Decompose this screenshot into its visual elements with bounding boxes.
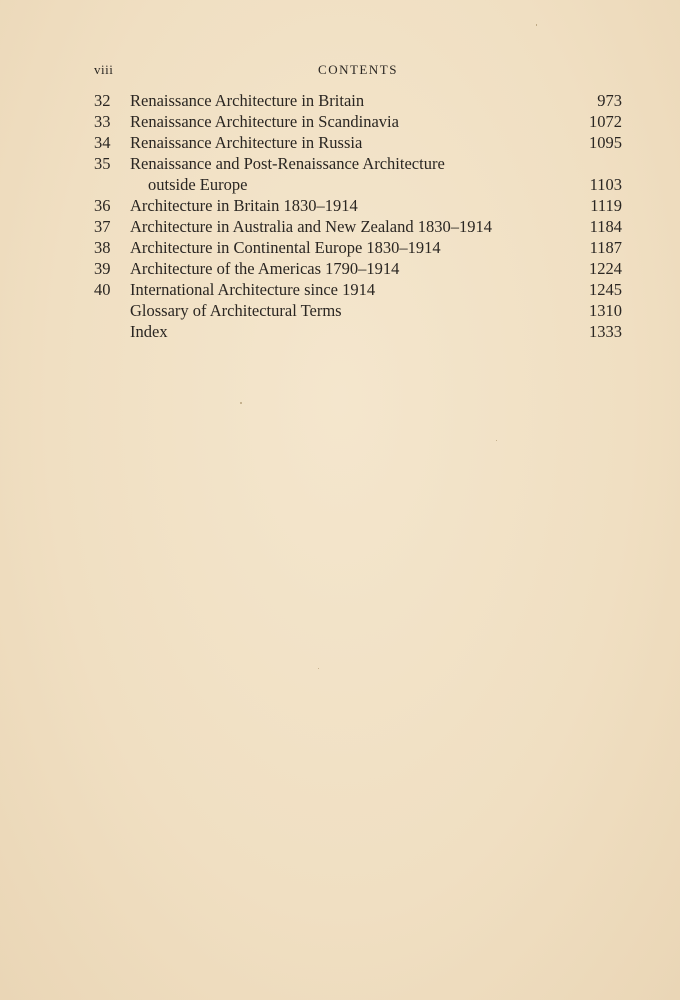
entry-title-line: Renaissance and Post-Renaissance Architecture bbox=[130, 154, 445, 173]
entry-title: Architecture of the Americas 1790–1914 bbox=[130, 259, 400, 278]
entry-number: 40 bbox=[94, 280, 111, 299]
entry-page-number: 1103 bbox=[589, 175, 622, 194]
entry-page-number: 1224 bbox=[589, 259, 622, 278]
entry-number: 35 bbox=[94, 154, 111, 173]
entry-page-number: 1245 bbox=[589, 280, 622, 299]
entry-title-continuation: outside Europe bbox=[148, 175, 248, 194]
entry-title: Architecture in Continental Europe 1830–1914 bbox=[130, 238, 441, 257]
toc-entry bbox=[94, 279, 622, 300]
entry-page-number: 1072 bbox=[589, 112, 622, 131]
entry-title: Renaissance Architecture in Russia bbox=[130, 133, 363, 152]
entry-title: International Architecture since 1914 bbox=[130, 280, 376, 299]
toc-entry bbox=[94, 132, 622, 153]
running-head bbox=[94, 62, 622, 80]
entry-number: 33 bbox=[94, 112, 111, 131]
toc-entry bbox=[94, 90, 622, 111]
entry-page-number: 1095 bbox=[589, 133, 622, 152]
toc-entry bbox=[94, 195, 622, 216]
entry-title: Renaissance Architecture in Britain bbox=[130, 91, 365, 110]
paper-speck bbox=[240, 402, 242, 404]
paper-speck bbox=[536, 24, 537, 26]
entry-page-number: 973 bbox=[597, 91, 622, 110]
toc-entry bbox=[94, 237, 622, 258]
toc-entry bbox=[94, 300, 622, 321]
entry-number: 37 bbox=[94, 217, 111, 236]
entry-page-number: 1310 bbox=[589, 301, 622, 320]
entry-title: Renaissance Architecture in Scandinavia bbox=[130, 112, 399, 131]
toc-entry bbox=[94, 216, 622, 237]
entry-number: 32 bbox=[94, 91, 111, 110]
entry-title: Index bbox=[130, 322, 168, 341]
entry-number: 36 bbox=[94, 196, 111, 215]
table-of-contents bbox=[94, 90, 622, 342]
running-head-title: CONTENTS bbox=[318, 62, 398, 77]
entry-number: 38 bbox=[94, 238, 111, 257]
paper-speck bbox=[318, 668, 319, 669]
entry-title: Architecture in Britain 1830–1914 bbox=[130, 196, 358, 215]
page-folio: viii bbox=[94, 62, 114, 77]
entry-title: Architecture in Australia and New Zealand 1830–1914 bbox=[130, 217, 492, 236]
entry-title: Glossary of Architectural Terms bbox=[130, 301, 342, 320]
entry-title bbox=[130, 153, 570, 195]
entry-number: 34 bbox=[94, 133, 111, 152]
toc-entry bbox=[94, 321, 622, 342]
entry-number: 39 bbox=[94, 259, 111, 278]
toc-entry bbox=[94, 111, 622, 132]
entry-page-number: 1119 bbox=[590, 196, 622, 215]
paper-speck bbox=[496, 440, 497, 441]
toc-entry bbox=[94, 258, 622, 279]
toc-entry bbox=[94, 153, 622, 195]
entry-page-number: 1333 bbox=[589, 322, 622, 341]
entry-page-number: 1184 bbox=[589, 217, 622, 236]
entry-page-number: 1187 bbox=[589, 238, 622, 257]
